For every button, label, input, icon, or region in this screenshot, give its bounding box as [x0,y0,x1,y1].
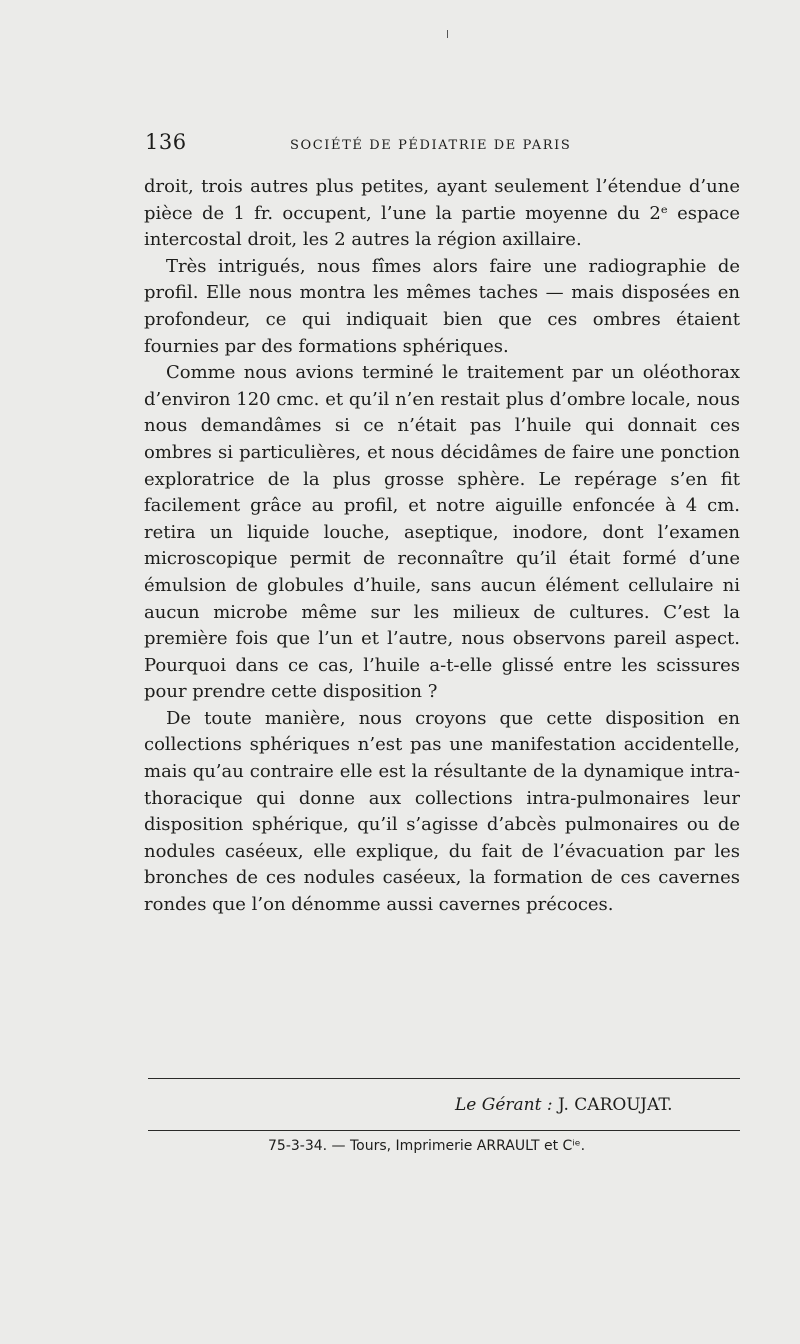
paragraph-4: De toute manière, nous croyons que cette disposition en collections sphériques n’est pas une manifestation accidentelle, mais qu’au contraire elle est la résultante de la dynamique intra-thoracique qui donne aux collections intra-pulmonaires leur disposition sphérique, qu’il s’agisse d’abcès pulmonaires ou de nodules caséeux, elle explique, du fait de l’évacuation par les bronches de ces nodules caséeux, la formation de ces cavernes rondes que l’on dénomme aussi cavernes précoces. [144,707,740,916]
paragraph-3: Comme nous avions terminé le traitement par un oléothorax d’environ 120 cmc. et qu’il n’en restait plus d’ombre locale, nous nous demandâmes si ce n’était pas l’huile qui donnait ces ombres si particulières, et nous décidâmes de faire une ponction exploratrice de la plus grosse sphère. Le repérage s’en fit facilement grâce au profil, et notre aiguille enfoncée à 4 cm. retira un liquide louche, aseptique, inodore, dont l’examen microscopique permit de reconnaître qu’il était formé d’une émulsion de globules d’huile, sans aucun élément cellulaire ni aucun microbe même sur les milieux de cultures. C’est la première fois que l’un et l’autre, nous observons pareil aspect. Pourquoi dans ce cas, l’huile a-t-elle glissé entre les scissures pour prendre cette disposition ? [144,362,740,703]
gerant-name: J. CAROUJAT. [557,1095,673,1115]
paragraph-2: Très intrigués, nous fîmes alors faire une radiographie de profil. Elle nous montra les mêmes taches — mais disposées en profondeur, ce qui indiquait bien que ces ombres étaient fournies par des formations sphériques. [144,255,740,357]
page-number: 136 [145,130,187,154]
running-title: SOCIÉTÉ DE PÉDIATRIE DE PARIS [290,138,572,153]
gerant-signature [455,1095,673,1115]
footer-rule-top [148,1078,740,1079]
paragraph-1: droit, trois autres plus petites, ayant seulement l’étendue d’une pièce de 1 fr. occupent, l’une la partie moyenne du 2ᵉ espace intercostal droit, les 2 autres la région axillaire. [144,176,740,251]
page-header [145,130,745,160]
body-text [144,174,740,919]
scan-mark [447,30,448,38]
printer-imprint: 75-3-34. — Tours, Imprimerie ARRAULT et Cⁱᵉ. [268,1138,586,1154]
gerant-label: Le Gérant : [455,1095,553,1115]
footer-rule-bottom [148,1130,740,1131]
